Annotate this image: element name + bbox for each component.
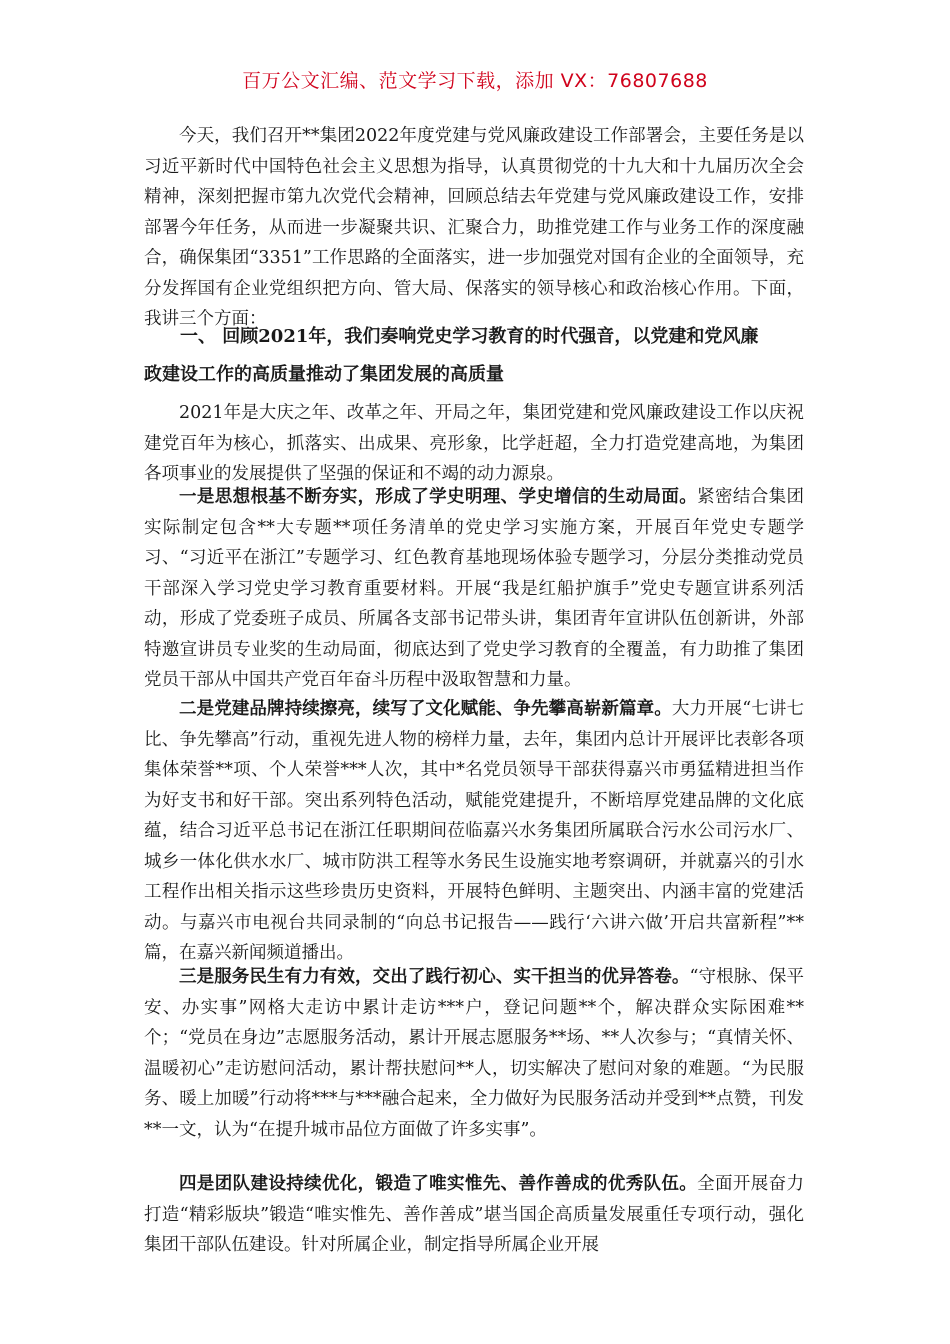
point-3-paragraph xyxy=(144,962,804,1145)
section-1-summary: 2021年是大庆之年、改革之年、开局之年，集团党建和党风廉政建设工作以庆祝建党百年为核心，抓落实、出成果、亮形象，比学赶超，全力打造党建高地，为集团各项事业的发展提供了坚强的保证和不竭的动力源泉。 xyxy=(144,403,804,484)
intro-paragraph: 今天，我们召开**集团2022年度党建与党风廉政建设工作部署会，主要任务是以习近平新时代中国特色社会主义思想为指导，认真贯彻党的十九大和十九届历次全会精神，深刻把握市第九次党代会精神，回顾总结去年党建与党风廉政建设工作，安排部署今年任务，从而进一步凝聚共识、汇聚合力，助推党建工作与业务工作的深度融合，确保集团“3351”工作思路的全面落实，进一步加强党对国有企业的全面领导，充分发挥国有企业党组织把方向、管大局、保落实的领导核心和政治核心作用。下面，我讲三个方面： xyxy=(144,126,804,329)
section-1-heading xyxy=(144,318,758,394)
point-3-body: “守根脉、保平安、办实事”网格大走访中累计走访***户，登记问题**个，解决群众实际困难**个；“党员在身边”志愿服务活动，累计开展志愿服务**场、**人次参与；“真情关怀、温暖初心”走访慰问活动，累计帮扶慰问**人，切实解决了慰问对象的难题。“为民服务、暖上加暖”行动将***与***融合起来，全力做好为民服务活动并受到**点赞，刊发**一文，认为“在提升城市品位方面做了许多实事”。 xyxy=(144,967,804,1140)
point-2-lead: 二是党建品牌持续擦亮，续写了文化赋能、争先攀高崭新篇章。 xyxy=(179,699,672,719)
header-banner: 百万公文汇编、范文学习下载，添加 VX：76807688 xyxy=(242,70,708,92)
point-2-paragraph xyxy=(144,694,804,969)
point-1-body: 紧密结合集团实际制定包含**大专题**项任务清单的党史学习实施方案，开展百年党史专题学习、“习近平在浙江”专题学习、红色教育基地现场体验专题学习，分层分类推动党员干部深入学习党史学习教育重要材料。开展“我是红船护旗手”党史专题宣讲系列活动，形成了党委班子成员、所属各支部书记带头讲，集团青年宣讲队伍创新讲，外部特邀宣讲员专业奖的生动局面，彻底达到了党史学习教育的全覆盖，有力助推了集团党员干部从中国共产党百年奋斗历程中汲取智慧和力量。 xyxy=(144,487,805,690)
point-1-paragraph xyxy=(144,482,804,696)
point-3-lead: 三是服务民生有力有效，交出了践行初心、实干担当的优异答卷。 xyxy=(179,967,690,987)
point-4-body: 全面开展奋力打造“精彩版块”锻造“唯实惟先、善作善成”堪当国企高质量发展重任专项行动，强化集团干部队伍建设。针对所属企业，制定指导所属企业开展 xyxy=(144,1174,805,1255)
point-2-body: 大力开展“七讲七比、争先攀高”行动，重视先进人物的榜样力量，去年，集团内总计开展评比表彰各项集体荣誉**项、个人荣誉***人次，其中*名党员领导干部获得嘉兴市勇猛精进担当作为好支书和好干部。突出系列特色活动，赋能党建提升，不断培厚党建品牌的文化底蕴，结合习近平总书记在浙江任职期间莅临嘉兴水务集团所属联合污水公司污水厂、城乡一体化供水水厂、城市防洪工程等水务民生设施实地考察调研，并就嘉兴的引水工程作出相关指示这些珍贵历史资料，开展特色鲜明、主题突出、内涵丰富的党建活动。与嘉兴市电视台共同录制的“向总书记报告——践行‘六讲六做’开启共富新程”**篇，在嘉兴新闻频道播出。 xyxy=(144,699,804,963)
section-1-heading-line-1: 一、 回顾2021年，我们奏响党史学习教育的时代强音，以党建和党风廉 xyxy=(180,326,759,347)
point-1-lead: 一是思想根基不断夯实，形成了学史明理、学史增信的生动局面。 xyxy=(179,487,698,507)
section-1-heading-line-2: 政建设工作的高质量推动了集团发展的高质量 xyxy=(144,364,504,385)
point-4-paragraph xyxy=(144,1169,804,1261)
point-4-lead: 四是团队建设持续优化，锻造了唯实惟先、善作善成的优秀队伍。 xyxy=(179,1174,698,1194)
